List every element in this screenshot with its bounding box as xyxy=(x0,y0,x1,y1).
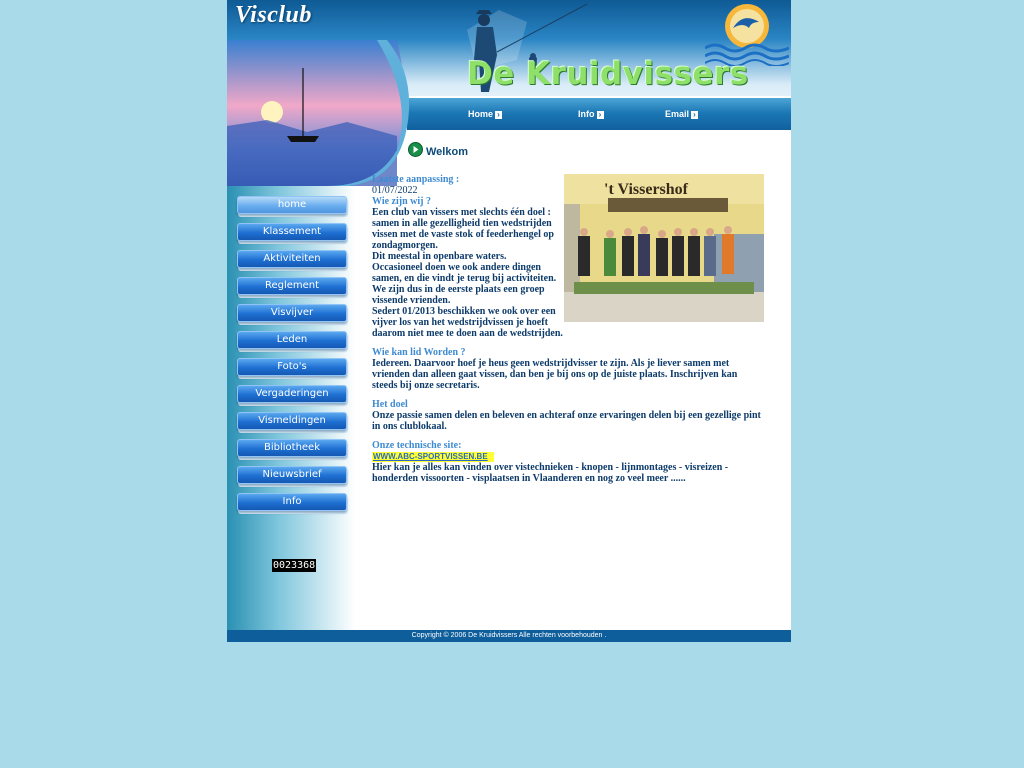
page-title: Welkom xyxy=(426,146,468,158)
side-nav-visvijver[interactable]: Visvijver xyxy=(237,304,347,322)
who-line: samen in alle gezelligheid tien wedstrijden xyxy=(372,218,552,229)
footer-copyright: Copyright © 2006 De Kruidvissers Alle rechten voorbehouden . xyxy=(227,630,791,642)
club-group-photo xyxy=(564,174,764,322)
top-nav-info-label: Info xyxy=(578,109,595,119)
tech-site-link[interactable]: WWW.ABC-SPORTVISSEN.BE xyxy=(372,452,494,462)
top-nav-home-label: Home xyxy=(468,109,494,119)
top-nav-home[interactable] xyxy=(468,109,502,119)
side-nav-leden[interactable]: Leden xyxy=(237,331,347,349)
site-title: De Kruidvissers xyxy=(467,56,749,92)
membership-label: Wie kan lid Worden ? xyxy=(372,347,466,358)
site-container xyxy=(227,0,791,642)
who-line: vijver los van het wedstrijdvissen je hoeft xyxy=(372,317,548,328)
chevron-right-icon: › xyxy=(495,111,502,119)
who-line: We zijn dus in de eerste plaats een groep xyxy=(372,284,545,295)
who-line: Sedert 01/2013 beschikken we ook over een xyxy=(372,306,556,317)
side-nav-vismeldingen[interactable]: Vismeldingen xyxy=(237,412,347,430)
who-label: Wie zijn wij ? xyxy=(372,196,431,207)
side-nav-aktiviteiten[interactable]: Aktiviteiten xyxy=(237,250,347,268)
who-line: Een club van vissers met slechts één doel : xyxy=(372,207,551,218)
side-nav-home[interactable]: home xyxy=(237,196,347,214)
side-nav-bibliotheek[interactable]: Bibliotheek xyxy=(237,439,347,457)
arrow-circle-icon xyxy=(408,142,423,157)
chevron-right-icon: › xyxy=(597,111,604,119)
who-line: vissen met de vaste stok of feederhengel op xyxy=(372,229,554,240)
tech-site-text: Hier kan je alles kan vinden over vistechnieken - knopen - lijnmontages - visreizen - honderden vissoorten - visplaatsen in Vlaanderen en nog zo veel meer ...... xyxy=(372,462,729,484)
goal-text: Onze passie samen delen en beleven en achteraf onze ervaringen delen bij een gezellige pint in ons clublokaal. xyxy=(372,410,761,432)
last-updated-date: 01/07/2022 xyxy=(372,185,418,196)
side-nav-reglement[interactable]: Reglement xyxy=(237,277,347,295)
top-nav-info[interactable] xyxy=(578,109,604,119)
side-nav-nieuwsbrief[interactable]: Nieuwsbrief xyxy=(237,466,347,484)
side-nav-fotos[interactable]: Foto's xyxy=(237,358,347,376)
who-line: daarom niet mee te doen aan de wedstrijden. xyxy=(372,328,563,339)
who-line: Dit meestal in openbare waters. xyxy=(372,251,507,262)
who-line: Occasioneel doen we ook andere dingen xyxy=(372,262,541,273)
who-line: zondagmorgen. xyxy=(372,240,438,251)
sunset-lake-image xyxy=(227,40,413,186)
goal-label: Het doel xyxy=(372,399,408,410)
who-line: vissende vrienden. xyxy=(372,295,451,306)
membership-text: Iedereen. Daarvoor hoef je heus geen wedstrijdvisser te zijn. Als je liever samen met vrienden dan alleen gaat vissen, dan ben je bij ons op de juiste plaats. Inschrijven kan steeds bij onze secretaris. xyxy=(372,358,738,391)
last-updated-label: Laatste aanpassing : xyxy=(372,174,460,185)
main-content xyxy=(372,174,764,484)
visitor-counter: 0023368 xyxy=(273,560,316,571)
top-nav-email-label: Email xyxy=(665,109,690,119)
photo-sign-text: 't Vissershof xyxy=(604,181,688,198)
side-nav-info[interactable]: Info xyxy=(237,493,347,511)
who-line: samen, en die vindt je terug bij activiteiten. xyxy=(372,273,557,284)
club-label: Visclub xyxy=(235,2,312,28)
tech-site-label: Onze technische site: xyxy=(372,440,462,451)
top-nav-email[interactable] xyxy=(665,109,698,119)
side-nav-klassement[interactable]: Klassement xyxy=(237,223,347,241)
side-nav-vergaderingen[interactable]: Vergaderingen xyxy=(237,385,347,403)
chevron-right-icon: › xyxy=(691,111,698,119)
